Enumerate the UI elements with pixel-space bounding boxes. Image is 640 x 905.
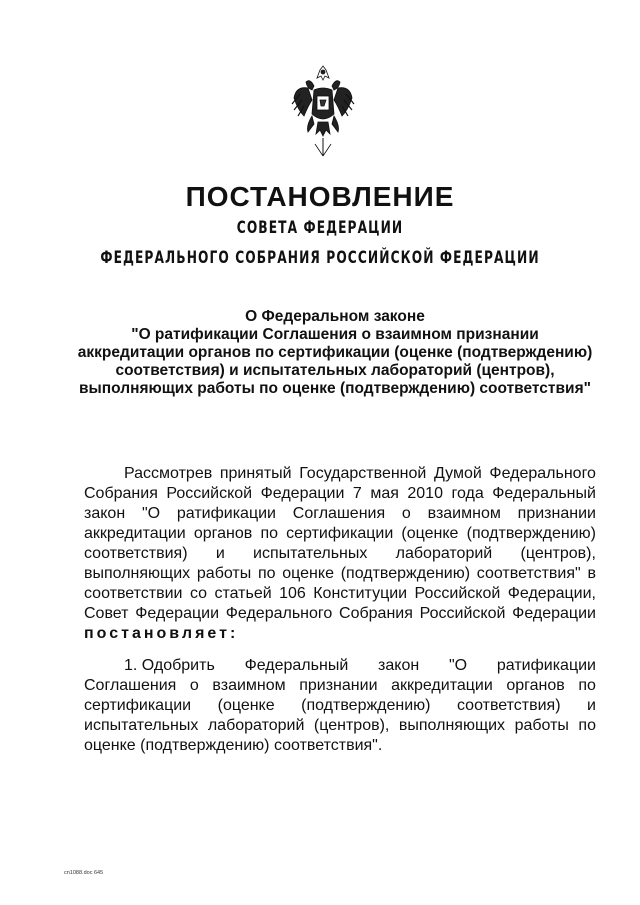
word: по [257, 565, 276, 582]
word: Федерации [512, 605, 596, 622]
word: закон [378, 657, 420, 674]
paragraph-preamble [84, 464, 596, 644]
word: оценке [282, 565, 334, 582]
word: о [401, 505, 411, 522]
law-title-line: аккредитации органов по сертификации (оценке (подтверждению) [77, 344, 593, 361]
page-subtitle-council: СОВЕТА ФЕДЕРАЦИИ [236, 218, 404, 238]
page-subtitle-assembly: ФЕДЕРАЛЬНОГО СОБРАНИЯ РОССИЙСКОЙ ФЕДЕРАЦИИ [100, 248, 540, 268]
word: Собрания [339, 605, 413, 622]
word: Российской [166, 485, 253, 502]
word: сертификации [84, 697, 192, 714]
word: испытательных [253, 545, 368, 562]
word: Федерального [225, 605, 333, 622]
word: в [587, 565, 596, 582]
word: признании [517, 505, 596, 522]
word: о [189, 677, 199, 694]
paragraph-line [84, 504, 596, 524]
word: аккредитации [391, 677, 493, 694]
word: Федерации, [507, 585, 596, 602]
word: сертификации [286, 525, 394, 542]
word: статьей [214, 585, 272, 602]
law-title [40, 308, 630, 398]
word: признании [299, 677, 378, 694]
paragraph-line [84, 624, 596, 644]
word: лабораторий [207, 717, 305, 734]
paragraph-line [84, 464, 596, 484]
paragraph-line [84, 604, 596, 624]
word: (центров), [520, 545, 596, 562]
word: "О [141, 505, 161, 522]
paragraph-line [84, 716, 596, 736]
word: Соглашения [292, 505, 386, 522]
word: (центров), [313, 717, 390, 734]
word: Российской [414, 585, 501, 602]
word: 1. Одобрить [124, 657, 215, 674]
word: лабораторий [395, 545, 493, 562]
law-title-line: выполняющих работы по оценке (подтверждению) соответствия" [79, 380, 591, 397]
word: взаимном [212, 677, 286, 694]
word: ратификации [176, 505, 276, 522]
word: Думой [433, 465, 482, 482]
word: соответствии [84, 585, 183, 602]
word: года [451, 485, 484, 502]
word: по [260, 525, 278, 542]
word: 7 [352, 485, 362, 502]
paragraph-line [84, 544, 596, 564]
word: Федеральный [244, 657, 349, 674]
word: 106 [279, 585, 306, 602]
word: "О [448, 657, 468, 674]
word: Федерации [135, 605, 219, 622]
coat-of-arms-icon [290, 64, 356, 160]
word: взаимном [427, 505, 501, 522]
word: соответствия) [457, 697, 561, 714]
word: и [587, 697, 596, 714]
word: Собрания [84, 485, 158, 502]
word: принятый [219, 465, 292, 482]
paragraph-line [84, 736, 596, 756]
word: Федерального [489, 465, 596, 482]
word: Конституции [313, 585, 408, 602]
word: ратификации [496, 657, 596, 674]
footer-document-code: cn1088.doc 645 [64, 870, 104, 876]
paragraph-line [84, 524, 596, 544]
word: (подтверждению) [340, 565, 471, 582]
word: Государственной [299, 465, 427, 482]
word: (подтверждению) [466, 525, 596, 542]
paragraph-line [84, 676, 596, 696]
word: Российской [419, 605, 506, 622]
word: закон [84, 505, 126, 522]
word: оценке (подтверждению) соответствия". [84, 737, 383, 754]
word: органов [193, 525, 253, 542]
word: по [578, 717, 596, 734]
decision-word: постановляет: [84, 625, 239, 642]
paragraph-line [84, 696, 596, 716]
paragraph-line [84, 584, 596, 604]
word: Федерации [260, 485, 345, 502]
paragraph-line [84, 656, 596, 676]
paragraph-line [84, 564, 596, 584]
law-title-line: "О ратификации Соглашения о взаимном признании [131, 326, 539, 343]
word: соответствия) [84, 545, 188, 562]
word: выполняющих [84, 565, 191, 582]
paragraph-item-1 [84, 656, 596, 756]
word: Рассмотрев [124, 465, 213, 482]
word: аккредитации [84, 525, 186, 542]
word: работы [196, 565, 252, 582]
word: Федеральный [492, 485, 596, 502]
word: Соглашения [84, 677, 177, 694]
word: 2010 [407, 485, 443, 502]
law-title-line: О Федеральном законе [245, 308, 425, 325]
word: по [578, 677, 596, 694]
word: испытательных [84, 717, 199, 734]
page-title: ПОСТАНОВЛЕНИЕ [185, 181, 455, 212]
word: Совет [84, 605, 129, 622]
paragraph-line [84, 484, 596, 504]
law-title-line: соответствия) и испытательных лабораторий (центров), [115, 362, 555, 379]
word: мая [370, 485, 399, 502]
word: (подтверждению) [301, 697, 431, 714]
word: и [215, 545, 225, 562]
word: (оценке [401, 525, 459, 542]
word: (оценке [217, 697, 275, 714]
word: выполняющих [398, 717, 506, 734]
word: органов [506, 677, 565, 694]
word: со [189, 585, 208, 602]
word: соответствия" [476, 565, 581, 582]
word: работы [514, 717, 569, 734]
